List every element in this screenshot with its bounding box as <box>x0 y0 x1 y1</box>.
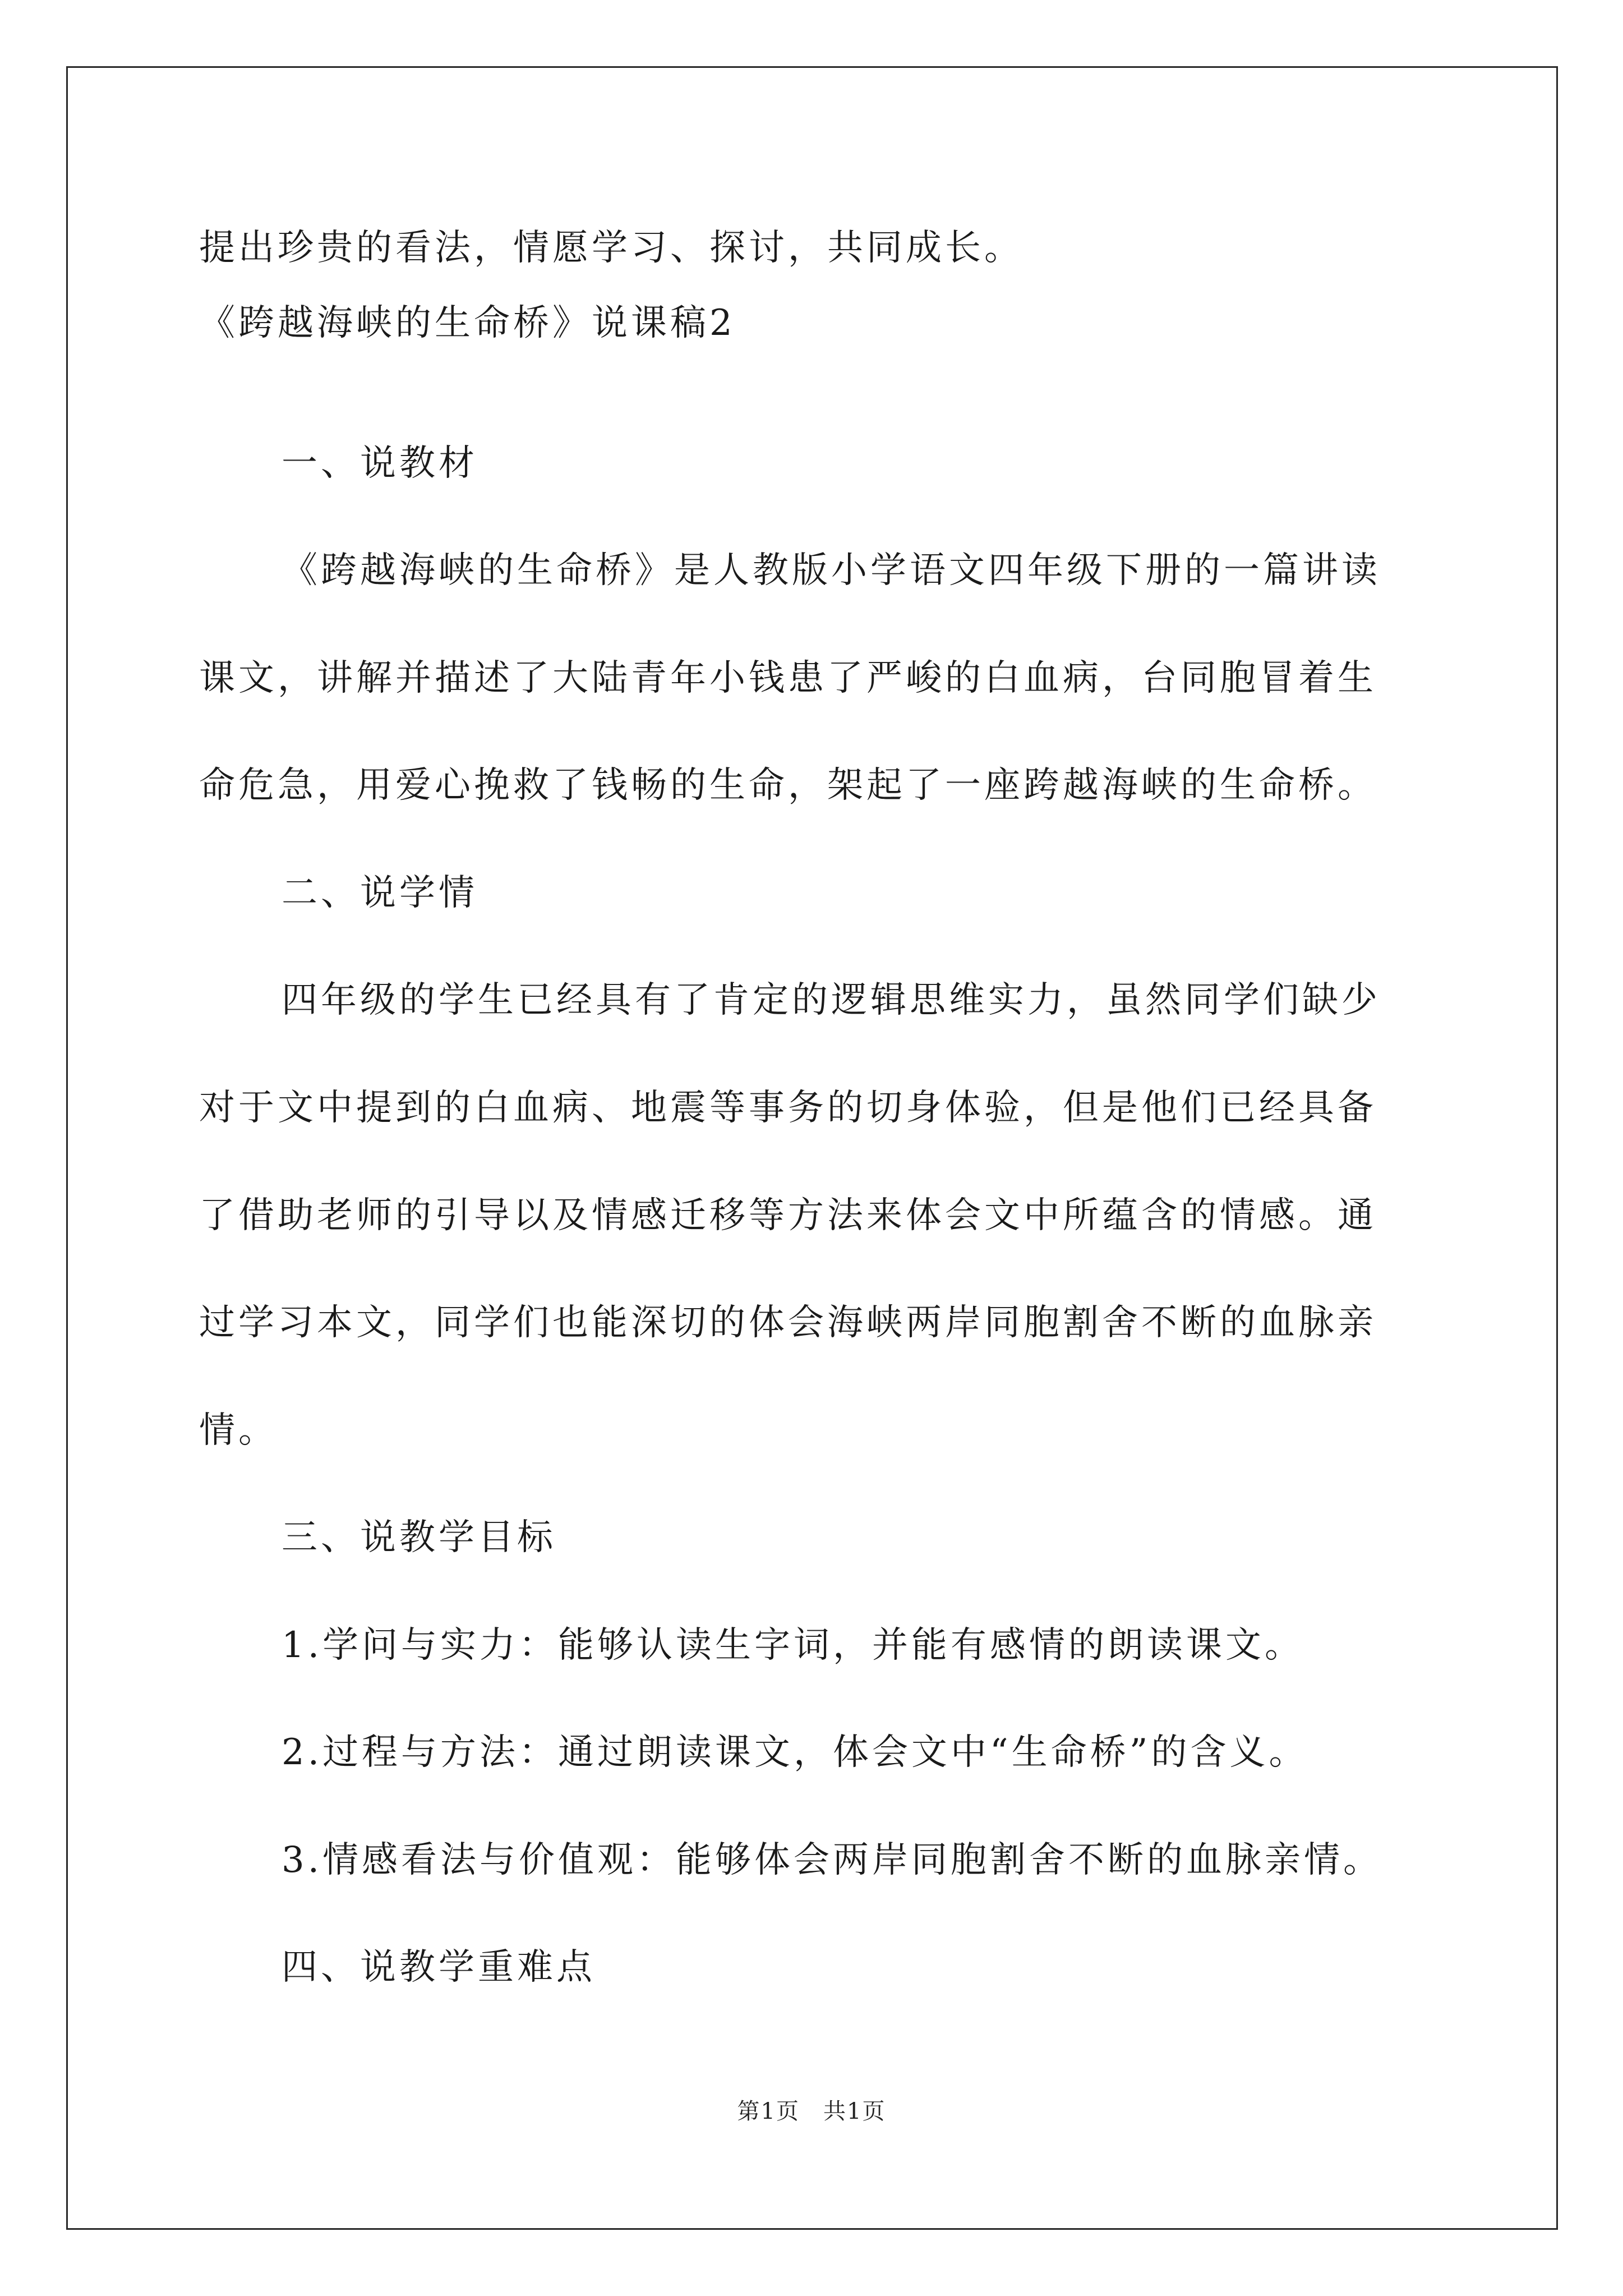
paragraph-line: 四年级的学生已经具有了肯定的逻辑思维实力，虽然同学们缺少 <box>282 979 1381 1021</box>
page-border <box>66 66 1558 2230</box>
paragraph-line: 过学习本文，同学们也能深切的体会海峡两岸同胞割舍不断的血脉亲 <box>199 1302 1377 1343</box>
paragraph-line: 提出珍贵的看法，情愿学习、探讨，共同成长。 <box>199 227 1023 269</box>
page-number-footer: 第1页 共1页 <box>737 2099 886 2124</box>
paragraph-line: 课文，讲解并描述了大陆青年小钱患了严峻的白血病，台同胞冒着生 <box>199 657 1377 699</box>
list-item: 3.情感看法与价值观：能够体会两岸同胞割舍不断的血脉亲情。 <box>282 1839 1383 1881</box>
paragraph-line: 情。 <box>199 1410 278 1451</box>
section-heading-materials: 一、说教材 <box>282 443 478 484</box>
list-item: 2.过程与方法：通过朗读课文，体会文中“生命桥”的含义。 <box>282 1732 1308 1773</box>
section-heading-goals: 三、说教学目标 <box>282 1517 556 1558</box>
paragraph-line: 对于文中提到的白血病、地震等事务的切身体验，但是他们已经具备 <box>199 1087 1377 1129</box>
list-item: 1.学问与实力：能够认读生字词，并能有感情的朗读课文。 <box>282 1625 1304 1666</box>
document-subtitle: 《跨越海峡的生命桥》说课稿2 <box>199 302 736 344</box>
paragraph-line: 命危急，用爱心挽救了钱畅的生命，架起了一座跨越海峡的生命桥。 <box>199 765 1377 806</box>
paragraph-line: 《跨越海峡的生命桥》是人教版小学语文四年级下册的一篇讲读 <box>282 550 1381 591</box>
paragraph-line: 了借助老师的引导以及情感迁移等方法来体会文中所蕴含的情感。通 <box>199 1195 1377 1236</box>
section-heading-students: 二、说学情 <box>282 872 478 914</box>
section-heading-key-points: 四、说教学重难点 <box>282 1947 596 1988</box>
